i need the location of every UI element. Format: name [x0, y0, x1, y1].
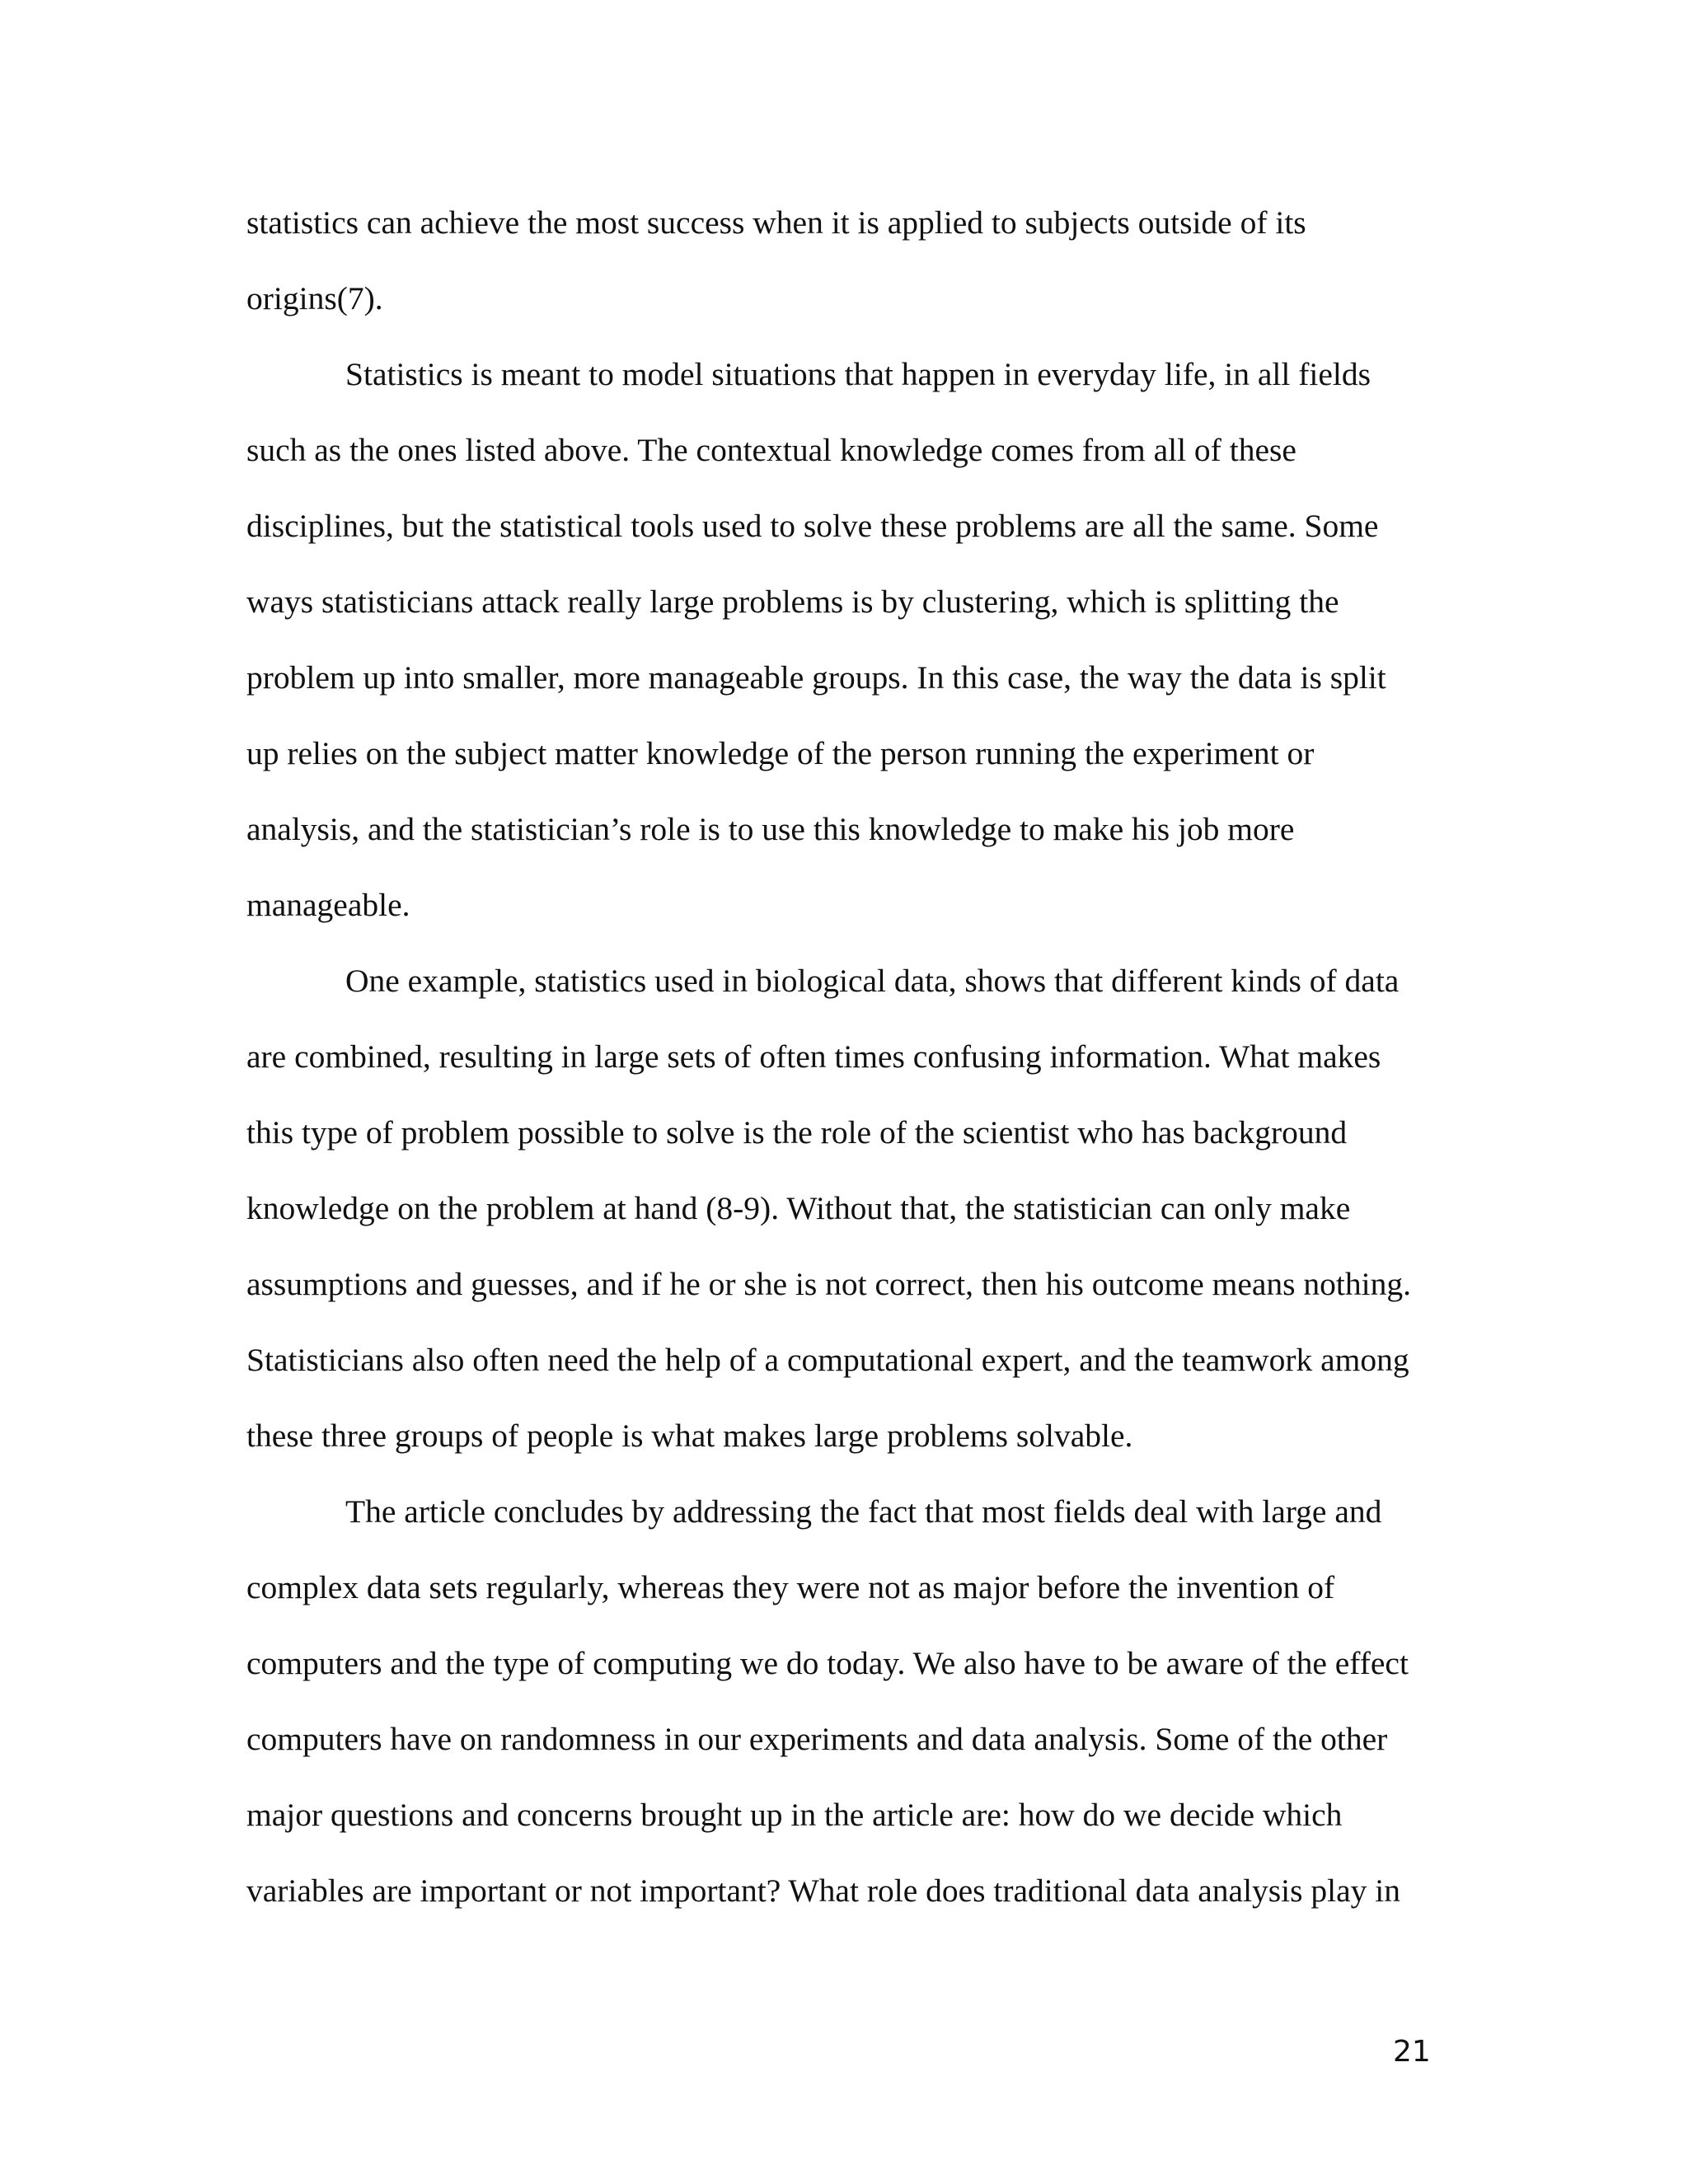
text-line: this type of problem possible to solve is the role of the scientist who has background	[246, 1114, 1348, 1151]
text-line: complex data sets regularly, whereas they were not as major before the invention of	[246, 1569, 1335, 1605]
paragraph	[246, 1474, 1433, 1929]
body-text	[246, 185, 1433, 1929]
text-line: are combined, resulting in large sets of often times confusing information. What makes	[246, 1038, 1381, 1075]
text-line: computers and the type of computing we do today. We also have to be aware of the effect	[246, 1645, 1409, 1681]
page-number: 21	[1393, 2035, 1431, 2069]
text-line: disciplines, but the statistical tools used to solve these problems are all the same. Some	[246, 508, 1379, 544]
text-line: assumptions and guesses, and if he or she is not correct, then his outcome means nothing.	[246, 1266, 1411, 1302]
text-line: up relies on the subject matter knowledge of the person running the experiment or	[246, 735, 1315, 771]
text-line: origins(7).	[246, 280, 383, 316]
text-line: problem up into smaller, more manageable groups. In this case, the way the data is split	[246, 659, 1386, 696]
text-line: manageable.	[246, 887, 410, 923]
text-line: major questions and concerns brought up in the article are: how do we decide which	[246, 1797, 1343, 1833]
paragraph	[246, 943, 1433, 1474]
text-line: computers have on randomness in our experiments and data analysis. Some of the other	[246, 1721, 1388, 1757]
text-line: Statistics is meant to model situations that happen in everyday life, in all fields	[345, 356, 1371, 392]
text-line: statistics can achieve the most success when it is applied to subjects outside of its	[246, 204, 1306, 241]
text-line: ways statisticians attack really large problems is by clustering, which is splitting the	[246, 583, 1339, 620]
paragraph	[246, 336, 1433, 943]
text-line: knowledge on the problem at hand (8-9). Without that, the statistician can only make	[246, 1190, 1351, 1226]
text-line: these three groups of people is what makes large problems solvable.	[246, 1418, 1133, 1454]
text-line: The article concludes by addressing the fact that most fields deal with large and	[345, 1493, 1382, 1530]
paragraph	[246, 185, 1433, 336]
text-line: analysis, and the statistician’s role is to use this knowledge to make his job more	[246, 811, 1295, 847]
text-line: variables are important or not important? What role does traditional data analysis play in	[246, 1872, 1400, 1909]
text-line: One example, statistics used in biological data, shows that different kinds of data	[345, 963, 1400, 999]
text-line: Statisticians also often need the help of a computational expert, and the teamwork among	[246, 1342, 1409, 1378]
text-line: such as the ones listed above. The contextual knowledge comes from all of these	[246, 432, 1296, 468]
